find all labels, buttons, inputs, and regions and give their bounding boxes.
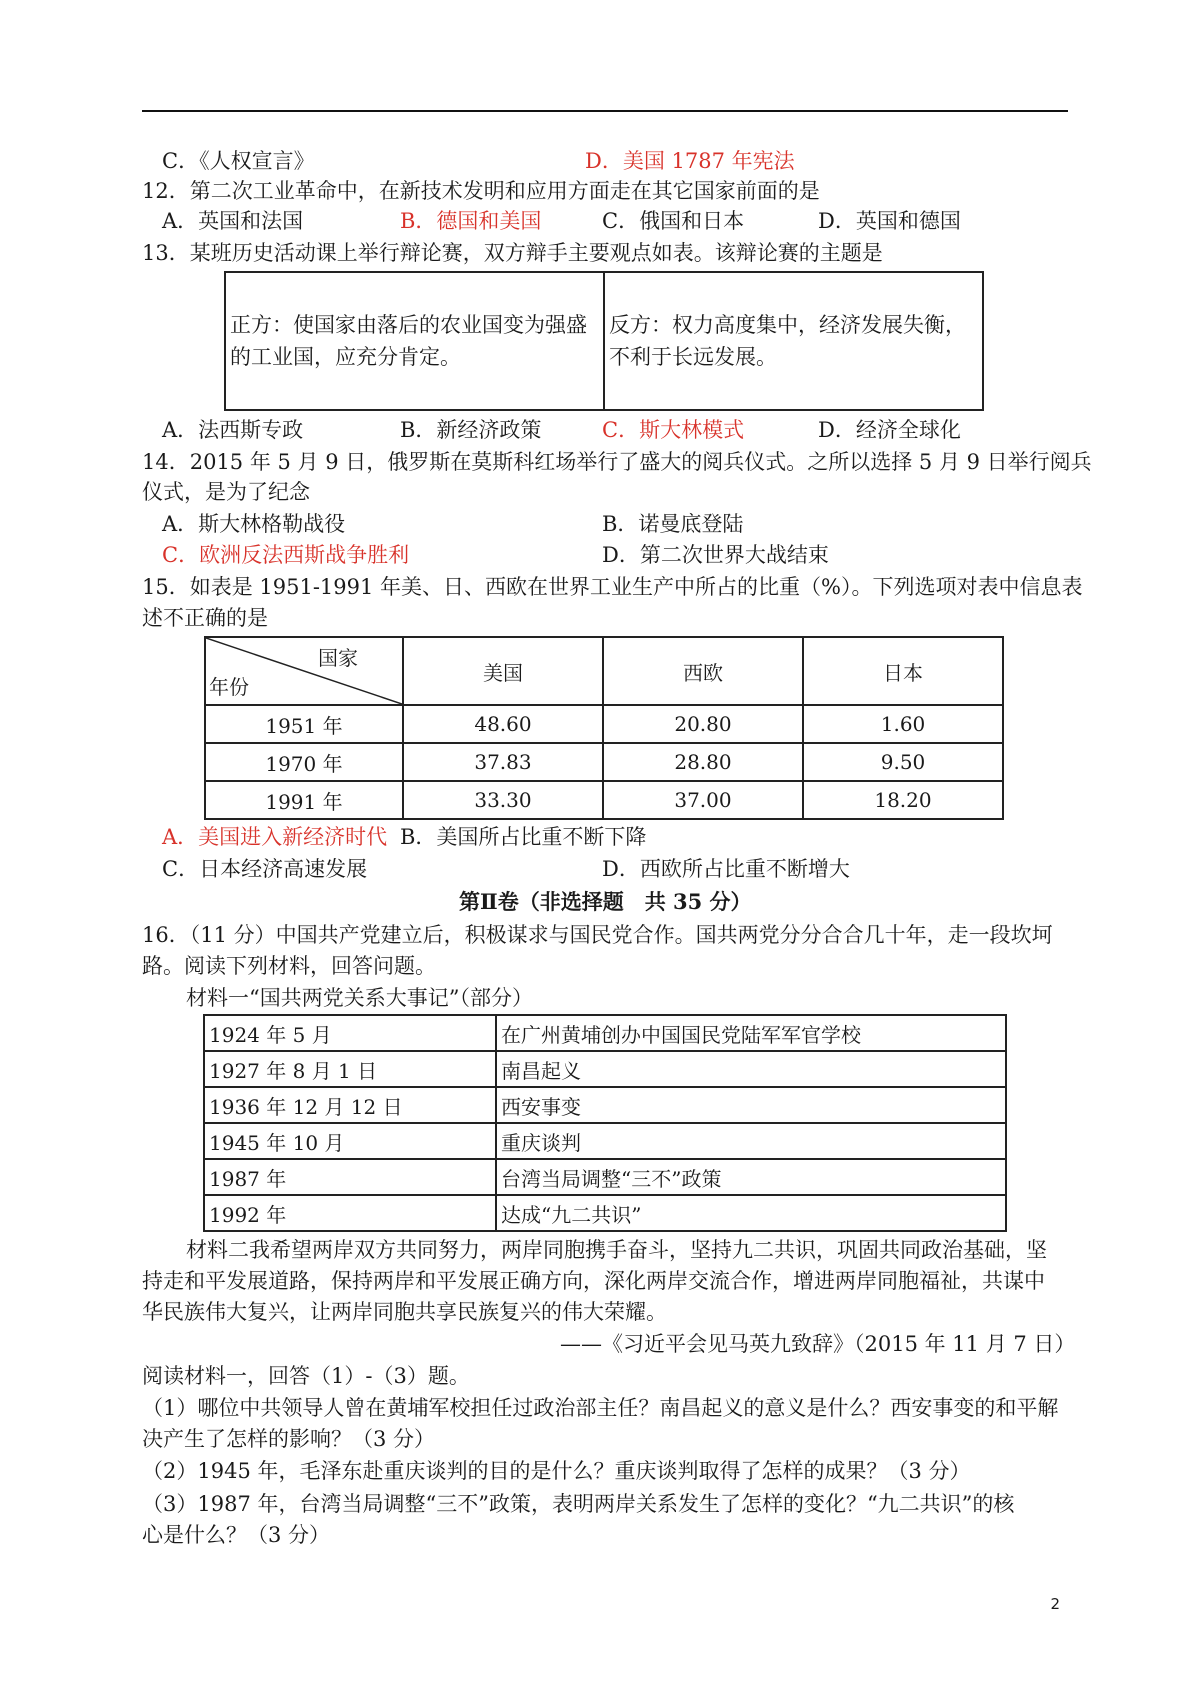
q14-stem-line1: 14．2015 年 5 月 9 日，俄罗斯在莫斯科红场举行了盛大的阅兵仪式。之所以选择 5 月 9 日举行阅兵 xyxy=(142,450,1092,474)
cell-value: 9.50 xyxy=(803,743,1003,781)
events-table xyxy=(203,1014,1007,1232)
table-row xyxy=(204,1087,1006,1123)
q13-option-b: B．新经济政策 xyxy=(400,418,542,442)
header-country: 国家 xyxy=(318,646,358,670)
table-row xyxy=(204,1015,1006,1051)
subquestion-1-line1: （1）哪位中共领导人曾在黄埔军校担任过政治部主任？南昌起义的意义是什么？西安事变的和平解 xyxy=(142,1396,1059,1420)
q12-option-c: C．俄国和日本 xyxy=(602,209,745,233)
q14-option-c: C．欧洲反法西斯战争胜利 xyxy=(162,543,410,567)
table-corner-cell xyxy=(205,637,403,705)
q15-option-b: B．美国所占比重不断下降 xyxy=(400,825,647,849)
q15-option-c: C．日本经济高速发展 xyxy=(162,857,368,881)
row-year: 1991 年 xyxy=(205,781,403,819)
q16-stem-line1: 16．（11 分）中国共产党建立后，积极谋求与国民党合作。国共两党分分合合几十年，走一段坎坷 xyxy=(142,923,1053,947)
material2-line1: 材料二我希望两岸双方共同努力，两岸同胞携手奋斗，坚持九二共识，巩固共同政治基础，坚 xyxy=(186,1238,1047,1262)
table-row xyxy=(205,781,1003,819)
material1-title: 材料一“国共两党关系大事记”（部分） xyxy=(186,986,533,1010)
subquestion-2: （2）1945 年，毛泽东赴重庆谈判的目的是什么？重庆谈判取得了怎样的成果？（3 分） xyxy=(142,1459,971,1483)
event-desc: 台湾当局调整“三不”政策 xyxy=(496,1159,1006,1195)
material2-line2: 持走和平发展道路，保持两岸和平发展正确方向，深化两岸交流合作，增进两岸同胞福祉，共谋中 xyxy=(142,1269,1045,1293)
event-date: 1924 年 5 月 xyxy=(204,1015,496,1051)
q14-option-d: D．第二次世界大战结束 xyxy=(602,543,829,567)
q13-option-a: A．法西斯专政 xyxy=(162,418,304,442)
header-rule xyxy=(142,110,1068,112)
q15-stem-line2: 述不正确的是 xyxy=(142,606,268,630)
cell-value: 37.83 xyxy=(403,743,603,781)
debate-table xyxy=(224,271,984,411)
q12-stem: 12．第二次工业革命中，在新技术发明和应用方面走在其它国家前面的是 xyxy=(142,179,820,203)
event-date: 1927 年 8 月 1 日 xyxy=(204,1051,496,1087)
cell-value: 37.00 xyxy=(603,781,803,819)
event-desc: 西安事变 xyxy=(496,1087,1006,1123)
event-desc: 在广州黄埔创办中国国民党陆军军官学校 xyxy=(496,1015,1006,1051)
cell-value: 48.60 xyxy=(403,705,603,743)
table-row xyxy=(204,1123,1006,1159)
industry-share-table xyxy=(204,636,1004,820)
q16-stem-line2: 路。阅读下列材料，回答问题。 xyxy=(142,954,436,978)
table-row xyxy=(204,1195,1006,1231)
event-date: 1945 年 10 月 xyxy=(204,1123,496,1159)
event-date: 1992 年 xyxy=(204,1195,496,1231)
row-year: 1970 年 xyxy=(205,743,403,781)
header-year: 年份 xyxy=(209,675,249,699)
event-desc: 达成“九二共识” xyxy=(496,1195,1006,1231)
q11-option-c: C．《人权宣言》 xyxy=(162,149,315,173)
q12-option-a: A．英国和法国 xyxy=(162,209,304,233)
column-header: 西欧 xyxy=(603,637,803,705)
event-desc: 重庆谈判 xyxy=(496,1123,1006,1159)
table-row xyxy=(205,743,1003,781)
material2-source: ——《习近平会见马英九致辞》（2015 年 11 月 7 日） xyxy=(560,1332,1076,1356)
q15-stem-line1: 15．如表是 1951-1991 年美、日、西欧在世界工业生产中所占的比重（%）。下列选项对表中信息表 xyxy=(142,575,1083,599)
q13-option-d: D．经济全球化 xyxy=(818,418,961,442)
cell-value: 33.30 xyxy=(403,781,603,819)
q11-option-d: D．美国 1787 年宪法 xyxy=(585,149,795,173)
table-row xyxy=(205,705,1003,743)
q14-option-b: B．诺曼底登陆 xyxy=(602,512,744,536)
q12-option-b: B．德国和美国 xyxy=(400,209,542,233)
q14-option-a: A．斯大林格勒战役 xyxy=(162,512,346,536)
subquestion-1-line2: 决产生了怎样的影响？（3 分） xyxy=(142,1427,436,1451)
q15-option-d: D．西欧所占比重不断增大 xyxy=(602,857,850,881)
material2-line3: 华民族伟大复兴，让两岸同胞共享民族复兴的伟大荣耀。 xyxy=(142,1300,667,1324)
event-desc: 南昌起义 xyxy=(496,1051,1006,1087)
event-date: 1987 年 xyxy=(204,1159,496,1195)
read-instruction: 阅读材料一，回答（1）-（3）题。 xyxy=(142,1364,470,1388)
cell-value: 28.80 xyxy=(603,743,803,781)
column-header: 日本 xyxy=(803,637,1003,705)
debate-con: 反方：权力高度集中，经济发展失衡，不利于长远发展。 xyxy=(604,272,983,410)
cell-value: 20.80 xyxy=(603,705,803,743)
debate-pro: 正方：使国家由落后的农业国变为强盛的工业国，应充分肯定。 xyxy=(225,272,604,410)
q15-option-a: A．美国进入新经济时代 xyxy=(162,825,388,849)
table-row xyxy=(204,1051,1006,1087)
subquestion-3-line1: （3）1987 年，台湾当局调整“三不”政策，表明两岸关系发生了怎样的变化？“九二共识”的核 xyxy=(142,1492,1015,1516)
q14-stem-line2: 仪式，是为了纪念 xyxy=(142,480,310,504)
table-row xyxy=(204,1159,1006,1195)
event-date: 1936 年 12 月 12 日 xyxy=(204,1087,496,1123)
section-title: 第Ⅱ卷（非选择题 共 35 分） xyxy=(459,889,752,914)
page-number: 2 xyxy=(1050,1595,1060,1613)
q13-option-c: C．斯大林模式 xyxy=(602,418,745,442)
column-header: 美国 xyxy=(403,637,603,705)
q13-stem: 13．某班历史活动课上举行辩论赛，双方辩手主要观点如表。该辩论赛的主题是 xyxy=(142,241,883,265)
q12-option-d: D．英国和德国 xyxy=(818,209,961,233)
cell-value: 18.20 xyxy=(803,781,1003,819)
cell-value: 1.60 xyxy=(803,705,1003,743)
row-year: 1951 年 xyxy=(205,705,403,743)
subquestion-3-line2: 心是什么？（3 分） xyxy=(142,1523,331,1547)
